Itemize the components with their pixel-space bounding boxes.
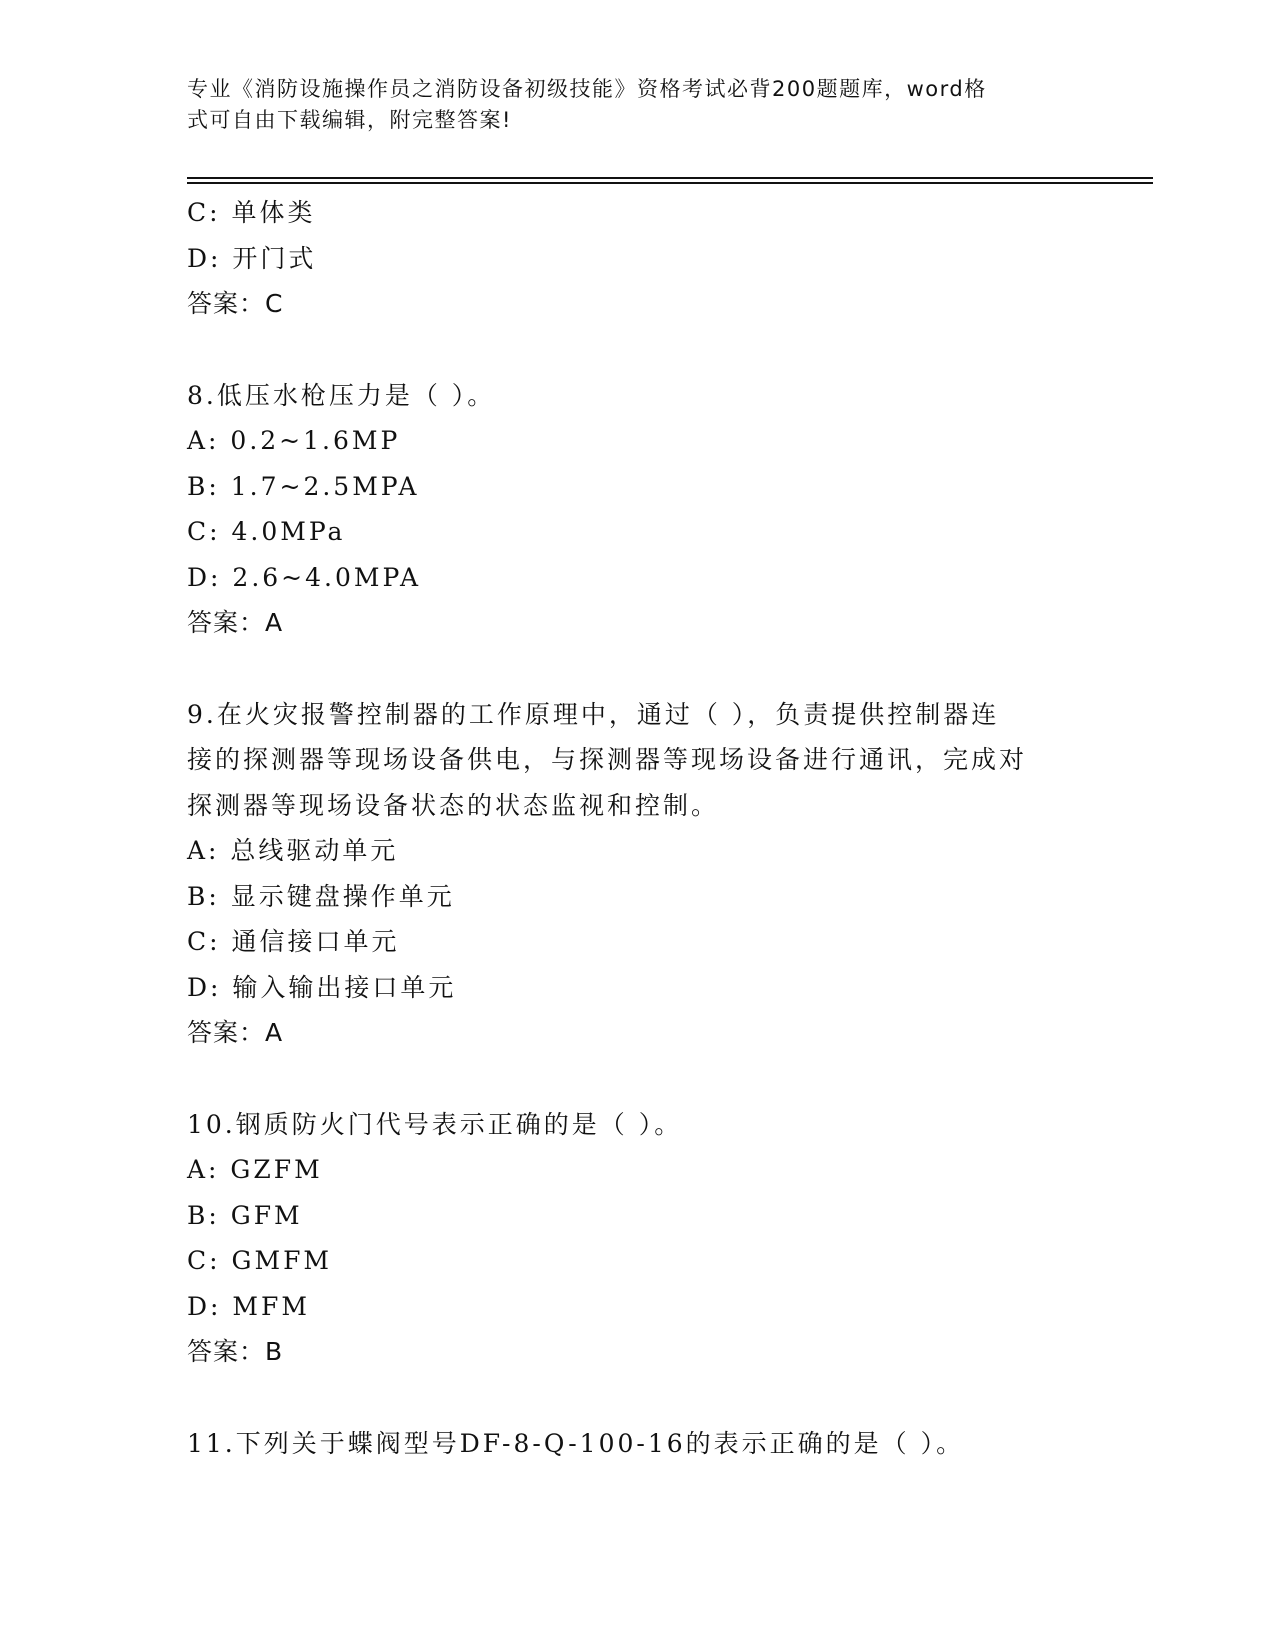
option-c: C: 单体类 bbox=[187, 198, 316, 227]
question-11 bbox=[187, 1421, 1067, 1467]
option-a: A: GZFM bbox=[187, 1155, 323, 1184]
previous-question-tail bbox=[187, 190, 1067, 327]
spacer bbox=[187, 327, 1067, 373]
option-c: C: GMFM bbox=[187, 1246, 333, 1275]
question-stem-line-3: 探测器等现场设备状态的状态监视和控制。 bbox=[187, 790, 720, 820]
option-d: D: 输入输出接口单元 bbox=[187, 972, 457, 1002]
spacer bbox=[187, 1056, 1067, 1102]
spacer bbox=[187, 1375, 1067, 1421]
document-header bbox=[187, 74, 1067, 136]
header-line-1: 专业《消防设施操作员之消防设备初级技能》资格考试必背200题题库，word格 bbox=[187, 77, 987, 101]
answer-line: 答案：A bbox=[187, 1018, 284, 1047]
question-9 bbox=[187, 692, 1067, 1056]
option-a: A: 总线驱动单元 bbox=[187, 836, 399, 865]
option-c: C: 4.0MPa bbox=[187, 517, 346, 546]
question-8 bbox=[187, 373, 1067, 646]
question-list bbox=[187, 190, 1067, 1466]
option-d: D: 2.6~4.0MPA bbox=[187, 562, 422, 592]
spacer bbox=[187, 646, 1067, 692]
question-stem-line-1: 9.在火灾报警控制器的工作原理中，通过（ ），负责提供控制器连 bbox=[187, 699, 1000, 729]
option-b: B: 显示键盘操作单元 bbox=[187, 881, 455, 911]
question-10 bbox=[187, 1102, 1067, 1375]
question-stem: 11.下列关于蝶阀型号DF-8-Q-100-16的表示正确的是（ ）。 bbox=[187, 1428, 965, 1458]
option-c: C: 通信接口单元 bbox=[187, 927, 400, 956]
option-d: D: MFM bbox=[187, 1291, 310, 1321]
option-d: D: 开门式 bbox=[187, 243, 317, 273]
header-line-2: 式可自由下载编辑，附完整答案! bbox=[187, 108, 512, 132]
answer-line: 答案：B bbox=[187, 1337, 284, 1366]
option-b: B: 1.7~2.5MPA bbox=[187, 471, 420, 501]
option-b: B: GFM bbox=[187, 1200, 303, 1230]
question-stem: 8.低压水枪压力是（ ）。 bbox=[187, 380, 496, 410]
question-stem-line-2: 接的探测器等现场设备供电，与探测器等现场设备进行通讯，完成对 bbox=[187, 745, 1028, 774]
header-divider-top bbox=[187, 177, 1153, 179]
question-stem: 10.钢质防火门代号表示正确的是（ ）。 bbox=[187, 1109, 683, 1139]
option-a: A: 0.2~1.6MP bbox=[187, 426, 401, 455]
answer-line: 答案：A bbox=[187, 608, 284, 637]
header-divider-bottom bbox=[187, 182, 1153, 184]
answer-line: 答案：C bbox=[187, 289, 284, 318]
